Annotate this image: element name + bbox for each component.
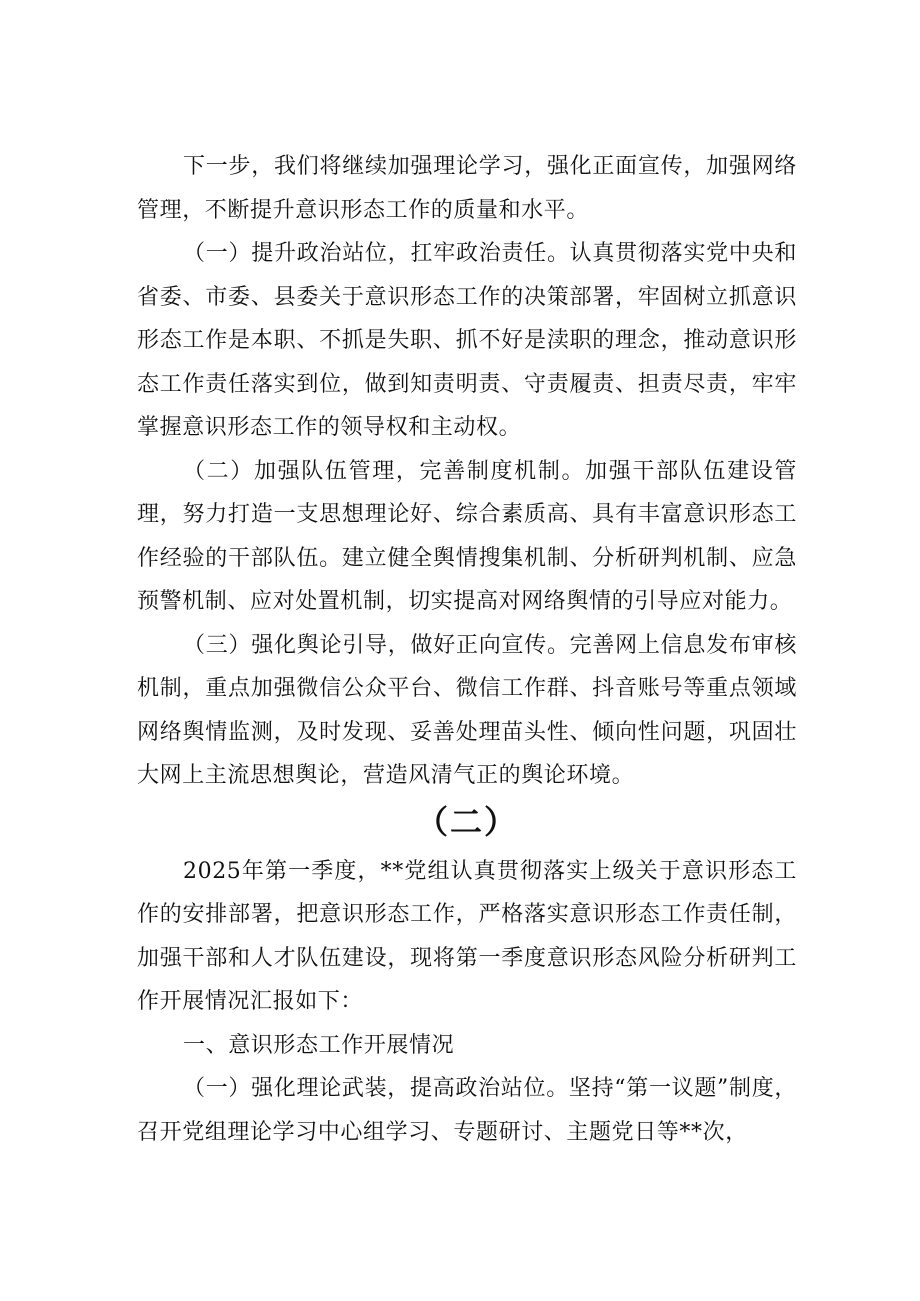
document-body — [137, 145, 797, 1154]
section-heading: 一、意识形态工作开展情况 — [183, 1032, 455, 1058]
paragraph-item-3: （三）强化舆论引导，做好正向宣传。完善网上信息发布审核机制，重点加强微信公众平台、微信工作群、抖音账号等重点领域网络舆情监测，及时发现、妥善处理苗头性、倾向性问题，巩固壮大网上主流思想舆论，营造风清气正的舆论环境。 — [137, 632, 797, 788]
paragraph-next-steps: 下一步，我们将继续加强理论学习，强化正面宣传，加强网络管理，不断提升意识形态工作的质量和水平。 — [137, 154, 797, 223]
paragraph-item-2: （二）加强队伍管理，完善制度机制。加强干部队伍建设管理，努力打造一支思想理论好、综合素质高、具有丰富意识形态工作经验的干部队伍。建立健全舆情搜集机制、分析研判机制、应急预警机制、应对处置机制，切实提高对网络舆情的引导应对能力。 — [137, 458, 797, 614]
paragraph-subitem-1: （一）强化理论武装，提高政治站位。坚持“第一议题”制度，召开党组理论学习中心组学习、专题研讨、主题党日等**次， — [137, 1076, 797, 1145]
paragraph-item-1: （一）提升政治站位，扛牢政治责任。认真贯彻落实党中央和省委、市委、县委关于意识形态工作的决策部署，牢固树立抓意识形态工作是本职、不抓是失职、抓不好是渎职的理念，推动意识形态工作责任落实到位，做到知责明责、守责履责、担责尽责，牢牢掌握意识形态工作的领导权和主动权。 — [137, 241, 797, 440]
paragraph-report-intro: 2025年第一季度，**党组认真贯彻落实上级关于意识形态工作的安排部署，把意识形态工作，严格落实意识形态工作责任制，加强干部和人才队伍建设，现将第一季度意识形态风险分析研判工作开展情况汇报如下： — [137, 858, 797, 1014]
section-title: （二） — [415, 802, 518, 841]
